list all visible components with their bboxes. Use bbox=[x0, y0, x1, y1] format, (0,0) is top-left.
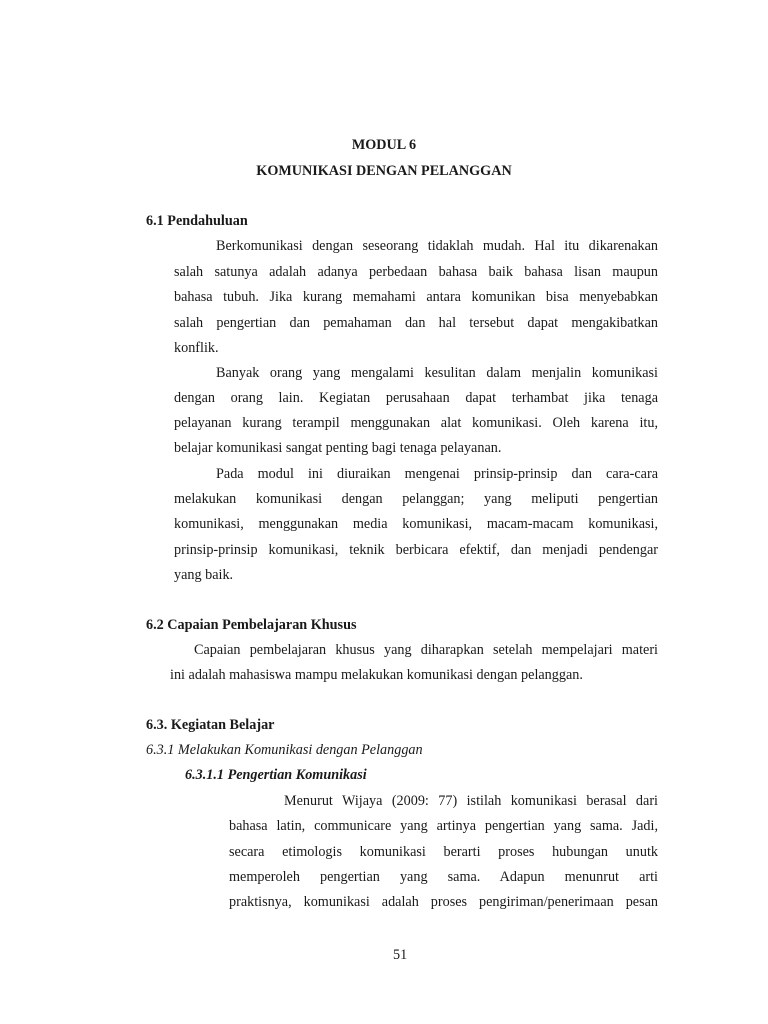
paragraph-line: bahasa latin, communicare yang artinya pengertian yang sama. Jadi, bbox=[229, 818, 658, 834]
paragraph-line: Banyak orang yang mengalami kesulitan dalam menjalin komunikasi bbox=[216, 365, 658, 381]
paragraph-line: komunikasi, menggunakan media komunikasi, macam-macam komunikasi, bbox=[174, 516, 658, 532]
subsection-heading: 6.3.1 Melakukan Komunikasi dengan Pelanggan bbox=[146, 742, 423, 758]
paragraph-line: melakukan komunikasi dengan pelanggan; yang meliputi pengertian bbox=[174, 491, 658, 507]
paragraph-line: belajar komunikasi sangat penting bagi tenaga pelayanan. bbox=[174, 440, 502, 456]
paragraph-line: ini adalah mahasiswa mampu melakukan komunikasi dengan pelanggan. bbox=[170, 667, 583, 683]
paragraph-line: memperoleh pengertian yang sama. Adapun menunrut arti bbox=[229, 869, 658, 885]
paragraph-line: Pada modul ini diuraikan mengenai prinsip-prinsip dan cara-cara bbox=[216, 466, 658, 482]
section-heading-kegiatan: 6.3. Kegiatan Belajar bbox=[146, 717, 275, 733]
section-heading-capaian: 6.2 Capaian Pembelajaran Khusus bbox=[146, 617, 357, 633]
page-number: 51 bbox=[393, 947, 408, 963]
paragraph-line: bahasa tubuh. Jika kurang memahami antara komunikan bisa menyebabkan bbox=[174, 289, 658, 305]
paragraph-line: Menurut Wijaya (2009: 77) istilah komunikasi berasal dari bbox=[284, 793, 658, 809]
paragraph-line: Capaian pembelajaran khusus yang diharapkan setelah mempelajari materi bbox=[194, 642, 658, 658]
paragraph-line: prinsip-prinsip komunikasi, teknik berbicara efektif, dan menjadi pendengar bbox=[174, 542, 658, 558]
paragraph-line: pelayanan kurang terampil menggunakan alat komunikasi. Oleh karena itu, bbox=[174, 415, 658, 431]
subsubsection-heading: 6.3.1.1 Pengertian Komunikasi bbox=[185, 767, 367, 783]
paragraph-line: praktisnya, komunikasi adalah proses pengiriman/penerimaan pesan bbox=[229, 894, 658, 910]
paragraph-line: yang baik. bbox=[174, 567, 234, 583]
module-number: MODUL 6 bbox=[351, 137, 417, 153]
paragraph-line: Berkomunikasi dengan seseorang tidaklah mudah. Hal itu dikarenakan bbox=[216, 238, 658, 254]
paragraph-line: salah pengertian dan pemahaman dan hal tersebut dapat mengakibatkan bbox=[174, 315, 658, 331]
paragraph-line: dengan orang lain. Kegiatan perusahaan dapat terhambat jika tenaga bbox=[174, 390, 658, 406]
section-heading-pendahuluan: 6.1 Pendahuluan bbox=[146, 213, 248, 229]
paragraph-line: secara etimologis komunikasi berarti proses hubungan unutk bbox=[229, 844, 658, 860]
module-title: KOMUNIKASI DENGAN PELANGGAN bbox=[256, 163, 512, 179]
paragraph-line: konflik. bbox=[174, 340, 219, 356]
paragraph-line: salah satunya adalah adanya perbedaan bahasa baik bahasa lisan maupun bbox=[174, 264, 658, 280]
